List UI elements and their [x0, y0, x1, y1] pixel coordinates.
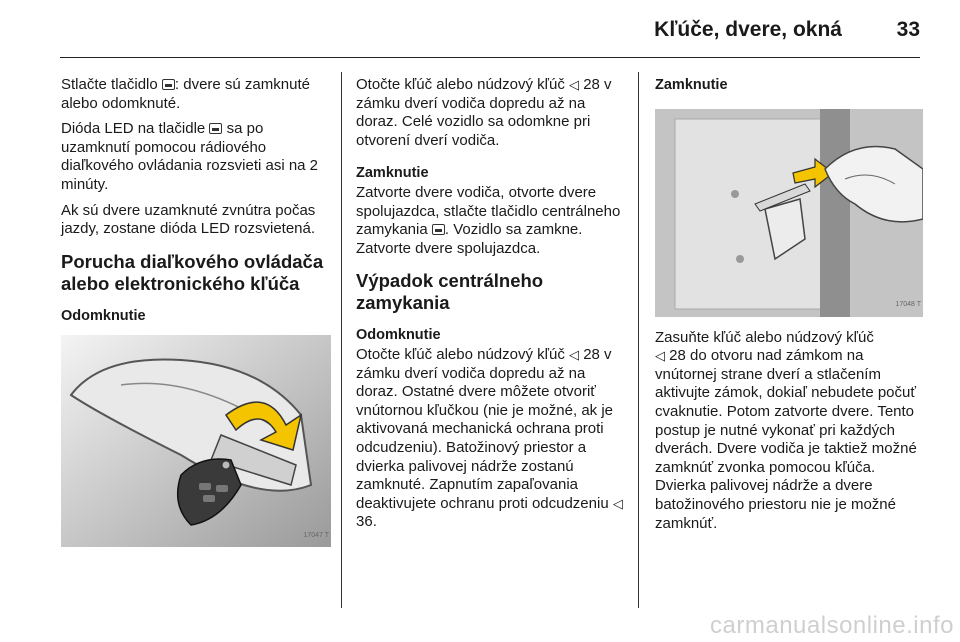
paragraph: Otočte kľúč alebo núdzový kľúč ◁ 28 v zámku dverí vodiča dopredu až na doraz. Celé vozidlo sa odomkne pri otvorení dverí vodiča.	[356, 76, 612, 149]
key-door-illustration	[61, 335, 331, 547]
column-divider-2	[638, 72, 639, 608]
car-lock-icon	[162, 79, 175, 90]
header-divider	[60, 57, 920, 58]
subheading: Odomknutie	[61, 307, 146, 324]
column-3	[655, 76, 925, 540]
figure-code: 17048 T	[895, 301, 921, 308]
paragraph: Stlačte tlačidlo : dvere sú zamknuté alebo odomknuté.	[61, 76, 310, 112]
paragraph: Ak sú dvere uzamknuté zvnútra počas jazdy, zostane dióda LED rozsvietená.	[61, 201, 316, 238]
page-number: 33	[896, 18, 920, 41]
paragraph: Dióda LED na tlačidle sa po uzamknutí pomocou rádiového diaľkového ovládania rozsvieti asi na 2 minúty.	[61, 120, 319, 193]
column-2	[356, 76, 624, 539]
section-heading: Výpadok centrálneho zamykania	[356, 270, 544, 314]
paragraph: Otočte kľúč alebo núdzový kľúč ◁ 28 v zámku dverí vodiča dopredu až na doraz. Ostatné dvere môžete otvoriť vnútornou kľučkou (nie je možné, ak je aktivovaná mechanická ochrana proti odcudzeniu). Batožinový priestor a dvierka palivovej nádrže zostanú zamknuté. Zapnutím zapaľovania deaktivujete ochranu proti odcudzeniu ◁ 36.	[356, 345, 623, 531]
car-lock-icon	[432, 224, 445, 235]
paragraph: Zasuňte kľúč alebo núdzový kľúč ◁ 28 do otvoru nad zámkom na vnútornej strane dverí a stlačením aktivujte zámok, dokiaľ nebudete počuť cvaknutie. Potom zatvorte dvere. Tento postup je nutné vykonať pri každých dverách. Dvere vodiča je taktiež možné zamknúť zvonka pomocou kľúča. Dvierka palivovej nádrže a dvere batožinového priestoru nie je možné zamknúť.	[655, 328, 917, 532]
column-divider-1	[341, 72, 342, 608]
column-1	[61, 76, 329, 547]
section-heading: Porucha diaľkového ovládača alebo elektronického kľúča	[61, 250, 324, 294]
page-ref-icon: ◁	[569, 346, 580, 362]
page-ref-icon: ◁	[612, 495, 623, 511]
car-lock-icon	[209, 123, 222, 134]
subheading: Odomknutie	[356, 327, 441, 344]
subheading: Zamknutie	[356, 165, 429, 182]
subheading: Zamknutie	[655, 77, 728, 93]
door-lock-illustration	[655, 109, 923, 317]
figure-code: 17047 T	[303, 531, 329, 539]
watermark: carmanualsonline.info	[710, 612, 954, 639]
page-title: Kľúče, dvere, okná	[654, 18, 842, 41]
page-ref-icon: ◁	[655, 348, 665, 364]
page-header	[0, 0, 960, 58]
page-ref-icon: ◁	[569, 77, 580, 92]
paragraph: Zatvorte dvere vodiča, otvorte dvere spolujazdca, stlačte tlačidlo centrálneho zamykania . Vozidlo sa zamkne. Zatvorte dvere spolujazdca.	[356, 183, 621, 257]
